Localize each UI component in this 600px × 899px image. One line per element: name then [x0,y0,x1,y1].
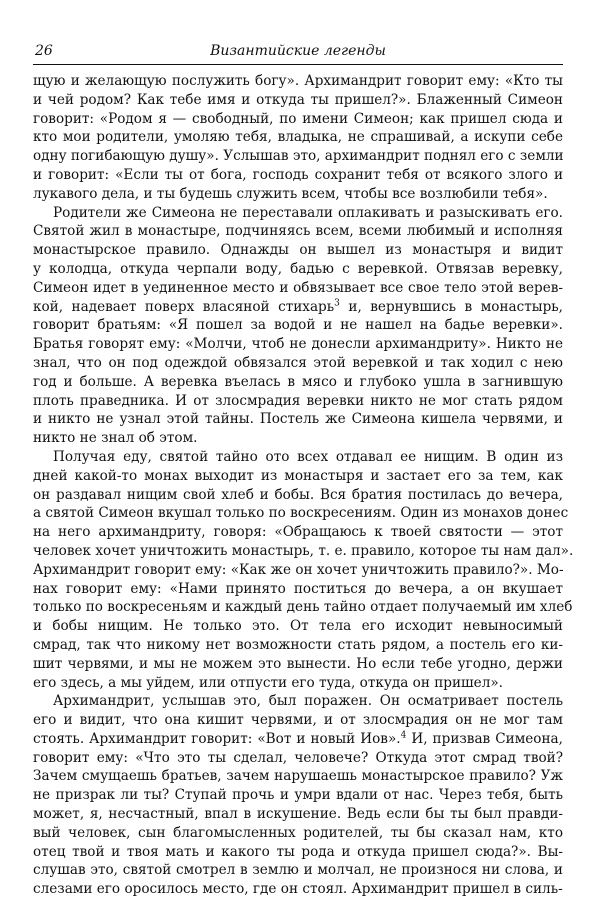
text-line: и чей родом? Как тебе имя и откуда ты пришел?». Блаженный Симеон [33,91,563,108]
text-line: может, я, несчастный, впал в искушение. Ведь если бы ты был правди- [33,806,563,823]
text-line: плоть праведника. И от злосмрадия веревки никто не мог стать рядом [33,392,563,409]
text-line: Получая еду, святой тайно ото всех отдавал ее нищим. В один из [53,448,563,465]
text-line: его здесь, а мы уйдем, или отпусти его туда, откуда он пришел». [33,674,503,691]
text-line: одну погибающую душу». Услышав это, архимандрит поднял его с земли [33,148,564,165]
text-line: знал, что он под одеждой обвязался этой веревкой и так ходил с нею [33,354,563,371]
text-line: щую и желающую послужить богу». Архимандрит говорит ему: «Кто ты [33,73,563,89]
text-line: отец твой и твоя мать и какого ты рода и откуда пришел сюда?». Вы- [33,843,563,860]
line-text-tail: И, призвав Симеона, [406,730,563,747]
text-line: его и видит, что она кишит червями, и от злосмрадия он не мог там [33,712,563,729]
paragraph [33,692,563,899]
text-line: никто не знал об этом. [33,430,198,447]
text-line: говорит ему: «Что это ты сделал, человече? Откуда этот смрад твой? [33,749,563,766]
line-text-tail: и, вернувшись в монастырь, [339,298,563,315]
text-line: Родители же Симеона не переставали оплакивать и разыскивать его. [53,204,563,221]
text-line: и говорит: «Если ты от бога, господь сохранит тебя от всякого злого и [33,166,563,183]
text-line: и бобы нищим. Не только это. От тела его исходит невыносимый [33,618,563,635]
footnote-mark: 4 [400,730,407,741]
text-line: Святой жил в монастыре, подчиняясь всем, всеми любимый и исполняя [33,223,563,240]
text-line: у колодца, откуда черпали воду, бадью с веревкой. Отвязав веревку, [33,260,563,277]
text-line: Братья говорят ему: «Молчи, чтоб не донесли архимандриту». Никто не [33,336,563,353]
text-line: год и больше. А веревка въелась в мясо и глубоко ушла в загнившую [33,373,563,390]
paragraph [33,204,563,448]
text-line: кто мои родители, умоляю тебя, владыка, не спрашивай, а искупи себе [33,129,563,146]
text-line: говорит братьям: «Я пошел за водой и не нашел на бадье веревки». [33,317,563,334]
text-line: и никто не узнал этой тайны. Постель же Симеона кишела червями, и [33,411,563,428]
text-line: только по воскресеньям и каждый день тайно отдает получаемый им хлеб [33,599,573,616]
line-text: стоять. Архимандрит говорит: «Вот и новый Иов». [33,730,401,747]
text-line: лукавого дела, и ты будешь служить всем, чтобы все возлюбили тебя». [33,185,548,202]
text-line: Архимандрит, услышав это, был поражен. Он осматривает постель [53,693,563,710]
text-line: шит червями, и мы не можем это вынести. Но если тебе угодно, держи [33,655,563,672]
text-line: слушав это, святой смотрел в землю и молчал, не произнося ни слова, и [33,862,563,879]
text-line: слезами его оросилось место, где он стоял. Архимандрит пришел в силь- [33,881,563,898]
text-line: на него архимандриту, говоря: «Обращаюсь к твоей святости — этот [33,524,563,541]
paragraph [33,72,563,204]
footnote-mark: 3 [334,298,340,309]
text-line: говорит: «Родом я — свободный, по имени Симеон; как пришел сюда и [33,110,563,127]
text-line [33,730,563,749]
line-text: кой, надевает поверх власяной стихарь [33,298,335,315]
page-body [33,72,574,899]
text-line: а святой Симеон вкушал только по воскресениям. Один из монахов донес [33,505,569,522]
page-number: 26 [35,43,53,59]
text-line: он раздавал нищим свой хлеб и бобы. Вся братия постилась до вечера, [33,486,563,503]
text-line: Зачем смущаешь братьев, зачем нарушаешь монастырское правило? Уж [33,768,563,785]
text-line: человек хочет уничтожить монастырь, т. е. правило, которое ты нам дал». [33,542,574,559]
paragraph [33,448,574,692]
text-line: вый человек, сын благомысленных родителей, ты бы сказал нам, кто [33,824,563,841]
text-line: Симеон идет в уединенное место и обвязывает все свое тело этой верев- [33,279,563,296]
text-line: нах говорит ему: «Нами принято поститься до вечера, а он вкушает [33,580,563,597]
page-header [33,40,563,65]
text-line: монастырское правило. Однажды он вышел из монастыря и видит [33,242,563,259]
text-line: не призрак ли ты? Ступай прочь и умри вдали от нас. Через тебя, быть [33,787,563,804]
running-title: Византийские легенды [210,43,386,59]
text-line: смрад, так что никому нет возможности стать рядом, а постель его ки- [33,636,563,653]
text-line: дней какой-то монах выходит из монастыря и застает его за тем, как [33,467,563,484]
text-line [33,298,563,317]
text-line: Архимандрит говорит ему: «Как же он хочет уничтожить правило?». Мо- [33,561,564,578]
book-page [33,40,574,899]
